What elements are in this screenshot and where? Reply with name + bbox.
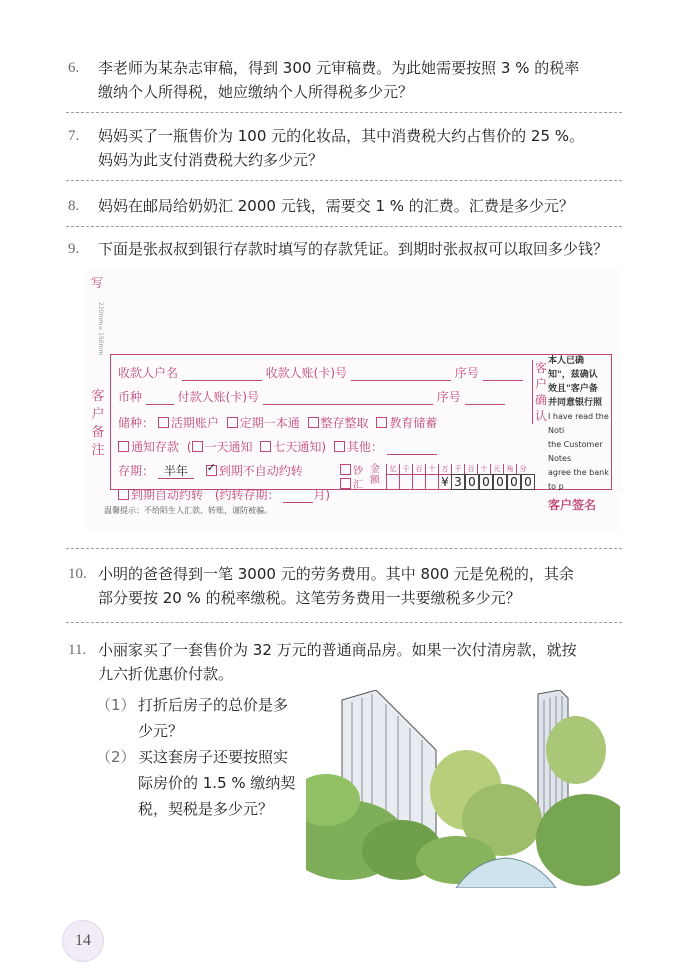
question-text-line: 妈妈买了一瓶售价为 100 元的化妆品，其中消费税大约占售价的 25 %。 [98, 127, 585, 145]
checkbox[interactable] [227, 417, 238, 428]
checkbox[interactable] [118, 489, 129, 500]
checkbox[interactable] [192, 441, 203, 452]
checkbox[interactable] [340, 478, 351, 489]
digit-cell: 0 [493, 474, 507, 490]
question-6 [68, 56, 624, 104]
digit-header: 角 [503, 464, 516, 474]
question-text-line: 小丽家买了一套售价为 32 万元的普通商品房。如果一次付清房款，就按 [98, 641, 577, 659]
digit-cell [412, 474, 425, 489]
question-number: 8. [68, 198, 80, 214]
amount-grid [386, 464, 535, 490]
question-text-line: 小明的爸爸得到一笔 3000 元的劳务费用。其中 800 元是免税的，其余 [98, 565, 574, 583]
question-10 [68, 562, 624, 610]
digit-cell: 0 [465, 474, 479, 490]
option-label: 整存整取 [320, 416, 369, 430]
slip-right-notice [548, 354, 612, 512]
question-number: 10. [68, 566, 87, 582]
slip-side-top: 写 [90, 276, 103, 290]
checkbox[interactable] [340, 464, 351, 475]
question-number: 11. [68, 642, 87, 658]
sub-question-line: 买这套房子还要按照实 [138, 748, 289, 766]
payee-account-label: 收款人账(卡)号 [265, 366, 348, 380]
option-label: 通知存款 [131, 440, 180, 454]
question-text-line: 李老师为某杂志审稿，得到 300 元审稿费。为此她需要按照 3 % 的税率 [98, 59, 580, 77]
dashed-divider [66, 548, 622, 549]
digit-header: 百 [464, 464, 477, 474]
checkbox[interactable] [158, 417, 169, 428]
term-value: 半年 [158, 464, 194, 479]
sign-label: 客户签名 [548, 498, 597, 512]
checkbox[interactable] [260, 441, 271, 452]
question-text-line: 妈妈为此支付消费税大约多少元？ [98, 151, 324, 169]
slip-size-label: 220mm×150mm [97, 302, 104, 356]
sub-question-line: 打折后房子的总价是多 [138, 696, 289, 714]
question-11 [68, 638, 624, 686]
digit-header: 十 [425, 464, 438, 474]
digit-header: 元 [490, 464, 503, 474]
dashed-divider [66, 112, 622, 113]
slip-storage-row [118, 414, 437, 431]
slip-footer-note: 温馨提示：不给陌生人汇款、转账，谨防被骗。 [104, 506, 272, 515]
slip-payee-row [118, 364, 523, 381]
option-label: 到期自动约转 [131, 488, 204, 502]
dashed-divider [66, 226, 622, 227]
deposit-slip [86, 268, 622, 530]
payee-name-label: 收款人户名 [118, 366, 179, 380]
month-label: 月) [313, 488, 331, 502]
checkbox[interactable] [334, 441, 345, 452]
digit-header: 万 [438, 464, 451, 474]
question-number: 6. [68, 60, 80, 76]
digit-header: 千 [451, 464, 464, 474]
slip-notice-row: 通知存款 ( 一天通知 七天通知) 其他： [118, 438, 437, 455]
question-text-line: 下面是张叔叔到银行存款时填写的存款凭证。到期时张叔叔可以取回多少钱？ [98, 240, 609, 258]
digit-cell [425, 474, 438, 489]
remit-label: 汇 [353, 480, 363, 491]
dashed-divider [66, 180, 622, 181]
checkbox-checked[interactable] [206, 465, 217, 476]
option-label: 其他： [346, 440, 383, 454]
renew-term-label: (约转存期： [214, 488, 280, 502]
notice-line: I have read the Noti [548, 412, 609, 435]
slip-auto-row [118, 486, 330, 503]
option-label: 七天通知 [273, 440, 322, 454]
digit-cell: ¥ [438, 474, 451, 489]
question-9 [68, 237, 624, 261]
payer-account-label: 付款人账(卡)号 [177, 390, 260, 404]
digit-cell: 0 [479, 474, 493, 490]
notice-line: 效且"客户备 [548, 384, 598, 394]
question-8 [68, 194, 624, 218]
slip-term-row [118, 462, 303, 479]
housing-illustration [306, 690, 620, 888]
digit-cell: 0 [507, 474, 521, 490]
digit-header: 十 [477, 464, 490, 474]
digit-header: 千 [399, 464, 412, 474]
dashed-divider [66, 622, 622, 623]
digit-cell: 0 [521, 474, 535, 490]
question-text-line: 部分要按 20 % 的税率缴税。这笔劳务费用一共要缴税多少元？ [98, 589, 521, 607]
option-label: 教育储蓄 [389, 416, 438, 430]
option-label: 到期不自动约转 [218, 464, 303, 478]
slip-payer-row [118, 388, 505, 405]
sub-question-mark: （1） [96, 696, 136, 714]
question-text-line: 缴纳个人所得税，她应缴纳个人所得税多少元？ [98, 83, 414, 101]
notice-line: 知"，兹确认 [548, 370, 598, 380]
cash-label: 钞 [353, 466, 363, 477]
page-number: 14 [62, 920, 104, 962]
sub-question-2 [96, 744, 306, 822]
sub-question-mark: （2） [96, 748, 136, 766]
digit-cell: 3 [451, 474, 465, 490]
digit-header: 分 [516, 464, 529, 474]
digit-header: 百 [412, 464, 425, 474]
digit-cell [399, 474, 412, 489]
checkbox[interactable] [376, 417, 387, 428]
sub-question-line: 税，契税是多少元？ [138, 800, 274, 818]
sub-question-1 [96, 692, 306, 744]
digit-cell [386, 474, 399, 489]
question-number: 7. [68, 128, 80, 144]
amount-label: 金额 [370, 464, 380, 486]
sub-question-line: 少元？ [138, 722, 184, 740]
question-text-line: 妈妈在邮局给奶奶汇 2000 元钱，需要交 1 % 的汇费。汇费是多少元？ [98, 197, 574, 215]
confirm-vertical: 客户确认 [532, 360, 549, 424]
slip-side-label: 客户备注 [91, 389, 105, 458]
storage-label: 储种： [118, 416, 155, 430]
sub-question-line: 际房价的 1.5 % 缴纳契 [138, 774, 296, 792]
notice-line: the Customer Notes [548, 440, 603, 463]
notice-line: 本人已确 [548, 356, 585, 366]
option-label: 定期一本通 [239, 416, 300, 430]
checkbox[interactable] [308, 417, 319, 428]
currency-label: 币种 [118, 390, 143, 404]
question-7 [68, 124, 624, 172]
notice-line: agree the bank to p [548, 468, 609, 491]
question-text-line: 九六折优惠价付款。 [98, 665, 234, 683]
term-label: 存期： [118, 464, 155, 478]
option-label: 活期账户 [170, 416, 219, 430]
digit-header: 亿 [386, 464, 399, 474]
checkbox[interactable] [118, 441, 129, 452]
seq-label: 序号 [454, 366, 479, 380]
option-label: 一天通知 [204, 440, 253, 454]
question-number: 9. [68, 241, 80, 257]
notice-line: 并同意银行照 [548, 398, 603, 408]
cash-remit [340, 464, 363, 492]
seq-label: 序号 [436, 390, 461, 404]
